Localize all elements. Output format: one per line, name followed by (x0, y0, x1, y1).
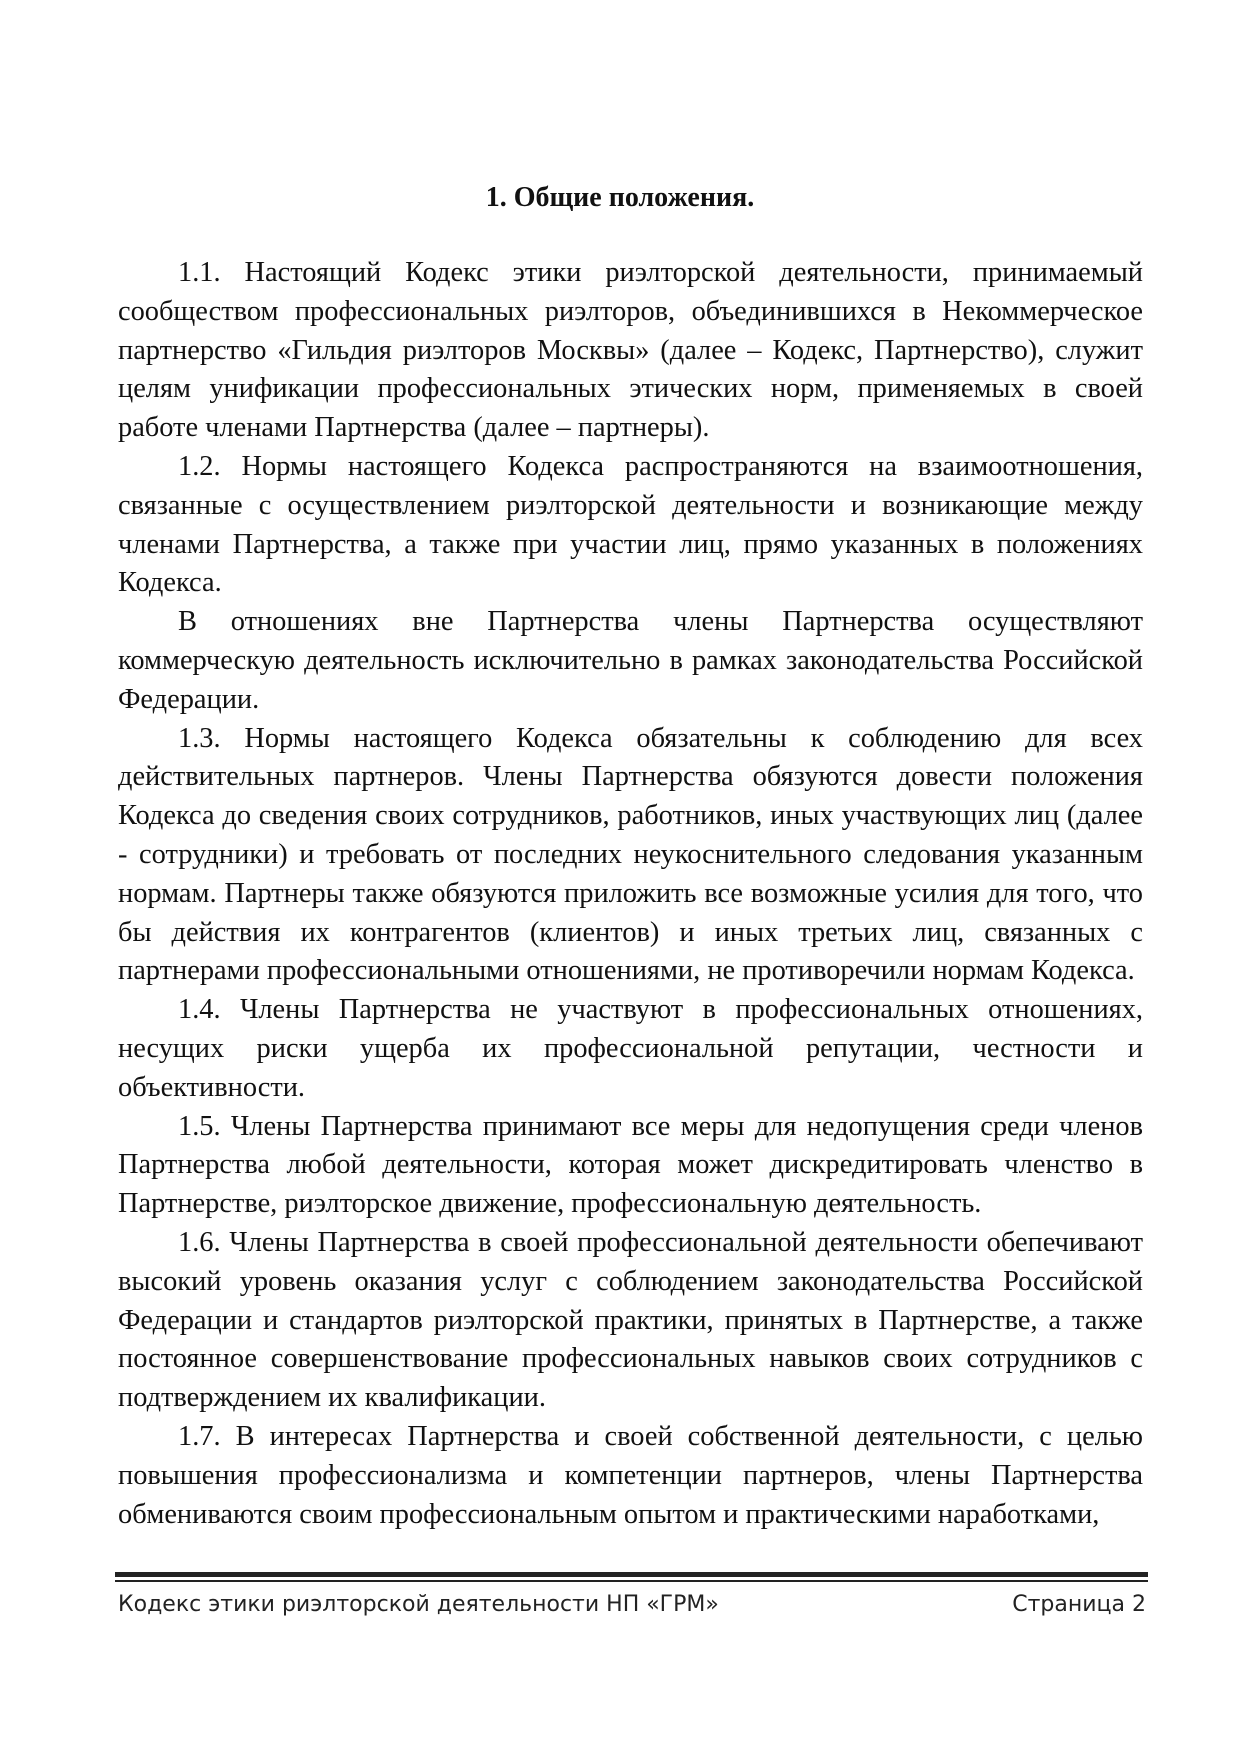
page-footer (118, 1592, 1146, 1617)
footer-document-title: Кодекс этики риэлторской деятельности НП «ГРМ» (118, 1592, 719, 1617)
paragraph-1-1: 1.1. Настоящий Кодекс этики риэлторской деятельности, принимаемый сообществом профессиональных риэлторов, объединившихся в Некоммерческое партнерство «Гильдия риэлторов Москвы» (далее – Кодекс, Партнерство), служит целям унификации профессиональных этических норм, применяемых в своей работе членами Партнерства (далее – партнеры). (118, 257, 1143, 444)
paragraph-1-2-continued: В отношениях вне Партнерства члены Партнерства осуществляют коммерческую деятельность исключительно в рамках законодательства Российской Федерации. (118, 606, 1143, 715)
footer-rule-thin (115, 1580, 1148, 1582)
paragraph-1-4: 1.4. Члены Партнерства не участвуют в профессиональных отношениях, несущих риски ущерба их профессиональной репутации, честности и объективности. (118, 994, 1143, 1103)
paragraph-1-2: 1.2. Нормы настоящего Кодекса распространяются на взаимоотношения, связанные с осуществлением риэлторской деятельности и возникающие между членами Партнерства, а также при участии лиц, прямо указанных в положениях Кодекса. (118, 450, 1143, 599)
paragraph-1-6: 1.6. Члены Партнерства в своей профессиональной деятельности обепечивают высокий уровень оказания услуг с соблюдением законодательства Российской Федерации и стандартов риэлторской практики, принятых в Партнерстве, а также постоянное совершенствование профессиональных навыков своих сотрудников с подтверждением их квалификации. (118, 1226, 1143, 1414)
paragraph-1-5: 1.5. Члены Партнерства принимают все меры для недопущения среди членов Партнерства любой деятельности, которая может дискредитировать членство в Партнерстве, риэлторское движение, профессиональную деятельность. (118, 1110, 1143, 1220)
paragraph-1-3: 1.3. Нормы настоящего Кодекса обязательны к соблюдению для всех действительных партнеров. Члены Партнерства обязуются довести положения Кодекса до сведения своих сотрудников, работников, иных участвующих лиц (далее - сотрудники) и требовать от последних неукоснительного следования указанным нормам. Партнеры также обязуются приложить все возможные усилия для того, что бы действия их контрагентов (клиентов) и иных третьих лиц, связанных с партнерами профессиональными отношениями, не противоречили нормам Кодекса. (118, 722, 1143, 987)
paragraph-1-7: 1.7. В интересах Партнерства и своей собственной деятельности, с целью повышения профессионализма и компетенции партнеров, члены Партнерства обмениваются своим профессиональным опытом и практическими наработками, (118, 1420, 1143, 1530)
footer-rule-thick (115, 1572, 1148, 1577)
section-title: 1. Общие положения. (485, 182, 755, 213)
document-body (118, 254, 1143, 1534)
footer-page-number: Страница 2 (1012, 1592, 1146, 1617)
